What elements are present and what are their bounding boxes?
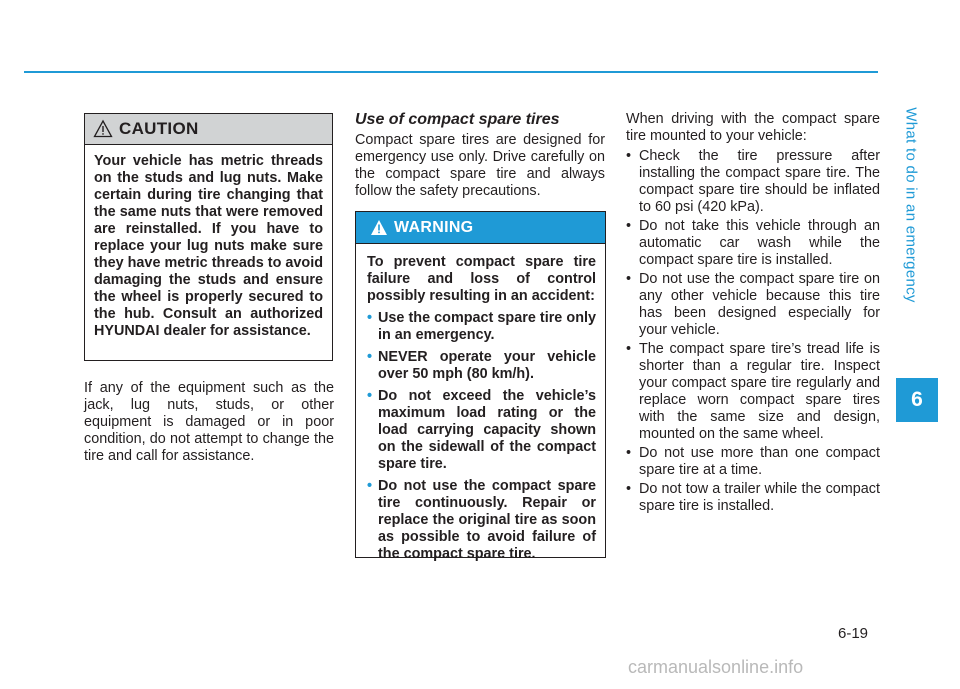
list-item-text: Do not tow a trailer while the compact spare tire is installed. bbox=[639, 481, 880, 514]
warning-item bbox=[367, 478, 596, 563]
page-number: 6-19 bbox=[838, 625, 869, 642]
bullet-icon: • bbox=[626, 341, 632, 357]
warning-item bbox=[367, 388, 596, 473]
warning-item-text: NEVER operate your vehicle over 50 mph (80 km/h). bbox=[378, 349, 596, 382]
bullet-icon: • bbox=[367, 478, 373, 494]
list-item-text: The compact spare tire’s tread life is shorter than a regular tire. Inspect your compact spare tire regularly and replace worn compact spare tires with the same size and design, mounted on the same wheel. bbox=[639, 341, 880, 442]
list-item bbox=[626, 481, 880, 515]
warning-item bbox=[367, 349, 596, 383]
chapter-side-label bbox=[896, 0, 926, 400]
chapter-side-label-text: What to do in an emergency bbox=[902, 107, 920, 303]
warning-triangle-outline-icon bbox=[93, 119, 113, 139]
list-item bbox=[626, 341, 880, 443]
list-item-text: Do not use more than one compact spare tire at a time. bbox=[639, 445, 880, 478]
driving-intro: When driving with the compact spare tire mounted to your vehicle: bbox=[626, 111, 880, 144]
warning-header bbox=[356, 212, 605, 244]
top-rule bbox=[24, 71, 878, 73]
warning-item-text: Do not use the compact spare tire continuously. Repair or replace the original tire as soon as possible to avoid failure of the compact spare tire. bbox=[378, 478, 596, 562]
list-item bbox=[626, 148, 880, 216]
section-title: Use of compact spare tires bbox=[355, 111, 560, 128]
bullet-icon: • bbox=[367, 349, 373, 365]
bullet-icon: • bbox=[367, 388, 373, 404]
equipment-paragraph: If any of the equipment such as the jack, lug nuts, studs, or other equipment is damaged or in poor condition, do not attempt to change the tire and call for assistance. bbox=[84, 380, 334, 464]
bullet-icon: • bbox=[626, 218, 632, 234]
list-item bbox=[626, 218, 880, 269]
warning-body bbox=[356, 244, 605, 563]
bullet-icon: • bbox=[626, 271, 632, 287]
caution-text: Your vehicle has metric threads on the studs and lug nuts. Make certain during tire changing that the same nuts that were removed are reinstalled. If you have to replace your lug nuts make sure they have metric threads to avoid damaging the studs and ensure the wheel is properly secured to the hub. Consult an authorized HYUNDAI dealer for assistance. bbox=[94, 153, 323, 339]
bullet-icon: • bbox=[626, 148, 632, 164]
caution-header bbox=[85, 114, 332, 145]
section-intro: Compact spare tires are designed for emergency use only. Drive carefully on the compact spare tire and always follow the safety precautions. bbox=[355, 132, 605, 199]
list-item bbox=[626, 445, 880, 479]
caution-title: CAUTION bbox=[119, 119, 199, 138]
warning-triangle-filled-icon bbox=[370, 219, 388, 236]
driving-precautions-list bbox=[626, 148, 880, 517]
warning-box bbox=[355, 211, 606, 562]
warning-item-text: Use the compact spare tire only in an emergency. bbox=[378, 310, 596, 343]
caution-box bbox=[84, 113, 333, 361]
list-item bbox=[626, 271, 880, 339]
chapter-tab: 6 bbox=[896, 378, 938, 422]
bullet-icon: • bbox=[626, 445, 632, 461]
list-item-text: Do not use the compact spare tire on any other vehicle because this tire has been designed especially for your vehicle. bbox=[639, 271, 880, 338]
warning-intro: To prevent compact spare tire failure and loss of control possibly resulting in an accident: bbox=[367, 254, 596, 304]
list-item-text: Do not take this vehicle through an automatic car wash while the compact spare tire is installed. bbox=[639, 218, 880, 268]
warning-title: WARNING bbox=[394, 218, 474, 236]
bullet-icon: • bbox=[626, 481, 632, 497]
bullet-icon: • bbox=[367, 310, 373, 326]
watermark: carmanualsonline.info bbox=[628, 657, 804, 677]
warning-item-text: Do not exceed the vehicle’s maximum load rating or the load carrying capacity shown on the sidewall of the compact spare tire. bbox=[378, 388, 596, 472]
list-item-text: Check the tire pressure after installing the compact spare tire. The compact spare tire should be inflated to 60 psi (420 kPa). bbox=[639, 148, 880, 215]
warning-item bbox=[367, 310, 596, 344]
